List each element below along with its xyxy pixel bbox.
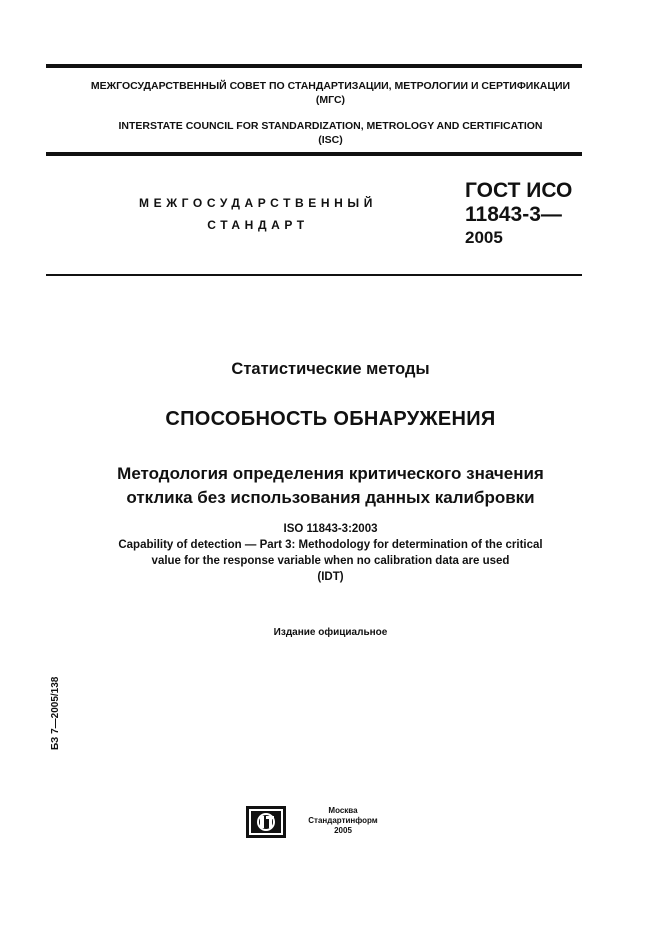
- main-title: СПОСОБНОСТЬ ОБНАРУЖЕНИЯ: [165, 408, 496, 430]
- council-ru-abbr: (МГС): [315, 94, 346, 106]
- council-ru: МЕЖГОСУДАРСТВЕННЫЙ СОВЕТ ПО СТАНДАРТИЗАЦИИ, МЕТРОЛОГИИ И СЕРТИФИКАЦИИ: [90, 80, 571, 92]
- standard-kind-line2: СТАНДАРТ: [207, 218, 309, 232]
- standard-designation: [465, 179, 572, 249]
- designation-rule: [46, 274, 582, 276]
- designation-line3: 2005: [465, 228, 503, 247]
- iso-title-line2: value for the response variable when no calibration data are used: [151, 555, 510, 567]
- side-code: БЗ 7—2005/138: [50, 676, 61, 750]
- standartinform-logo-icon: [246, 806, 286, 838]
- edition-label: Издание официальное: [273, 627, 388, 638]
- top-rule: [46, 64, 582, 68]
- standard-kind: [118, 192, 398, 236]
- publisher-name: Стандартинформ: [308, 816, 378, 825]
- iso-equivalence: (IDT): [317, 571, 344, 583]
- designation-line2: 11843-3—: [465, 203, 562, 226]
- publisher-year: 2005: [334, 826, 352, 835]
- publisher-city: Москва: [328, 806, 358, 815]
- subtitle-line2: отклика без использования данных калибровки: [126, 488, 535, 507]
- designation-line1: ГОСТ ИСО: [465, 179, 573, 202]
- subtitle-line1: Методология определения критического значения: [117, 464, 544, 483]
- council-en: INTERSTATE COUNCIL FOR STANDARDIZATION, METROLOGY AND CERTIFICATION: [118, 120, 543, 132]
- iso-number: ISO 11843-3:2003: [283, 523, 378, 535]
- iso-title-line1: Capability of detection — Part 3: Methodology for determination of the critical: [118, 539, 543, 551]
- council-rule: [46, 152, 582, 156]
- series-title: Статистические методы: [231, 360, 430, 378]
- council-en-abbr: (ISC): [318, 134, 343, 146]
- publisher-block: [300, 806, 386, 836]
- standard-kind-line1: МЕЖГОСУДАРСТВЕННЫЙ: [139, 196, 377, 210]
